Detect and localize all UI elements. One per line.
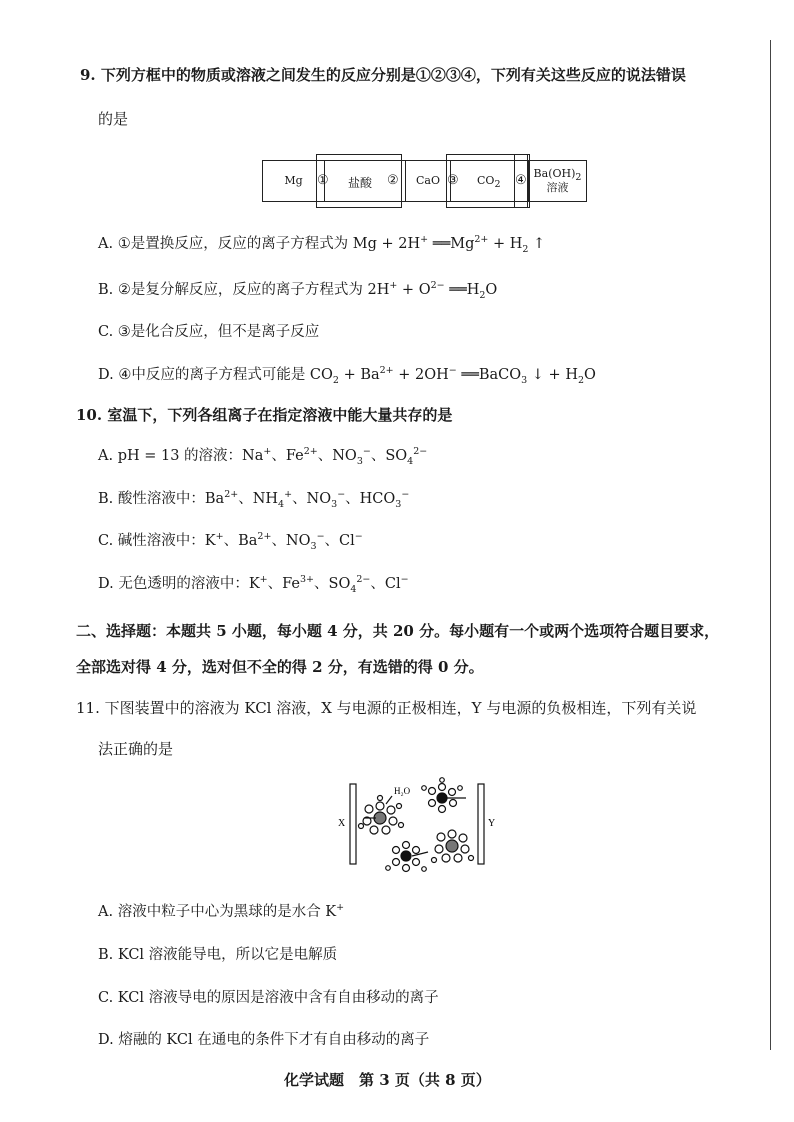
q10-option-d: D. 无色透明的溶液中：K+、$Fe^{3+}$、$SO_4^{2-}$、Cl− bbox=[98, 574, 409, 595]
margin-line bbox=[770, 40, 771, 1050]
q9-option-b: B. ②是复分解反应，反应的离子方程式为 $2H^+ + O^{2-}$ $══H_2O$ bbox=[98, 280, 498, 301]
section2-heading-line2: 全部选对得 4 分，选对但不全的得 2 分，有选错的得 0 分。 bbox=[76, 658, 484, 676]
q11-option-b: B. KCl 溶液能导电，所以它是电解质 bbox=[98, 947, 338, 963]
label-x: X bbox=[338, 818, 346, 829]
q10-option-c: C. 碱性溶液中：K+、$Ba^{2+}$、$NO_3^-$、Cl− bbox=[98, 531, 363, 552]
box-co2: $CO_2$ bbox=[477, 174, 501, 191]
box-hcl: 盐酸 bbox=[348, 176, 373, 190]
hydrated-anion-2 bbox=[432, 830, 474, 863]
section2-heading-line1: 二、选择题：本题共 5 小题，每小题 4 分，共 20 分。每小题有一个或两个选项符合题目要求， bbox=[76, 622, 720, 640]
hydrated-cation-2 bbox=[386, 842, 427, 872]
q10-option-b: B. 酸性溶液中：$Ba^{2+}$、$NH_4^+$、$NO_3^-$、$HCO_3^-$ bbox=[98, 489, 410, 510]
q10-option-a: A. pH = 13 的溶液：Na+、$Fe^{2+}$、$NO_3^-$、$SO_4^{2-}$ bbox=[98, 446, 428, 467]
circle-3: ③ bbox=[447, 173, 459, 188]
circle-4: ④ bbox=[515, 173, 527, 188]
q9-stem-line2: 的是 bbox=[98, 110, 129, 128]
label-y: Y bbox=[488, 818, 496, 829]
q9-option-a: A. ①是置换反应，反应的离子方程式为 Mg + 2H+ $══Mg^{2+} + H_2$ ↑ bbox=[98, 234, 546, 255]
q9-option-d: D. ④中反应的离子方程式可能是 $CO_2 + Ba^{2+} + 2OH^-$ ══BaCO$_3$ ↓ + $H_2O$ bbox=[98, 365, 596, 386]
water-pointer bbox=[386, 796, 392, 804]
electrode-y bbox=[478, 784, 484, 864]
q11-option-c: C. KCl 溶液导电的原因是溶液中含有自由移动的离子 bbox=[98, 990, 439, 1006]
q11-stem-line1: 11. 下图装置中的溶液为 KCl 溶液，X 与电源的正极相连，Y 与电源的负极相连，下列有关说 bbox=[76, 699, 697, 717]
box-baoh2: $Ba(OH)_2$ 溶液 bbox=[529, 160, 587, 202]
ion-hydration-diagram bbox=[336, 776, 506, 876]
q10-stem: 10. 室温下，下列各组离子在指定溶液中能大量共存的是 bbox=[76, 406, 453, 424]
page-footer: 化学试题 第 3 页（共 8 页） bbox=[284, 1071, 491, 1089]
electrode-x bbox=[350, 784, 356, 864]
q9-option-c: C. ③是化合反应，但不是离子反应 bbox=[98, 324, 320, 340]
q11-option-d: D. 熔融的 KCl 在通电的条件下才有自由移动的离子 bbox=[98, 1032, 430, 1048]
hydrated-cation-1 bbox=[422, 778, 463, 813]
q9-stem-line1: 9. 下列方框中的物质或溶液之间发生的反应分别是①②③④，下列有关这些反应的说法错误 bbox=[80, 66, 686, 84]
q9-reaction-diagram bbox=[262, 154, 590, 210]
box-cao: CaO bbox=[406, 160, 451, 202]
box-mg: Mg bbox=[262, 160, 325, 202]
q11-stem-line2: 法正确的是 bbox=[98, 740, 174, 758]
circle-1: ① bbox=[317, 173, 329, 188]
q11-option-a: A. 溶液中粒子中心为黑球的是水合 K+ bbox=[98, 902, 345, 920]
hydrated-anion-1 bbox=[359, 796, 404, 835]
circle-2: ② bbox=[387, 173, 399, 188]
label-h2o: H₂O bbox=[394, 786, 411, 796]
